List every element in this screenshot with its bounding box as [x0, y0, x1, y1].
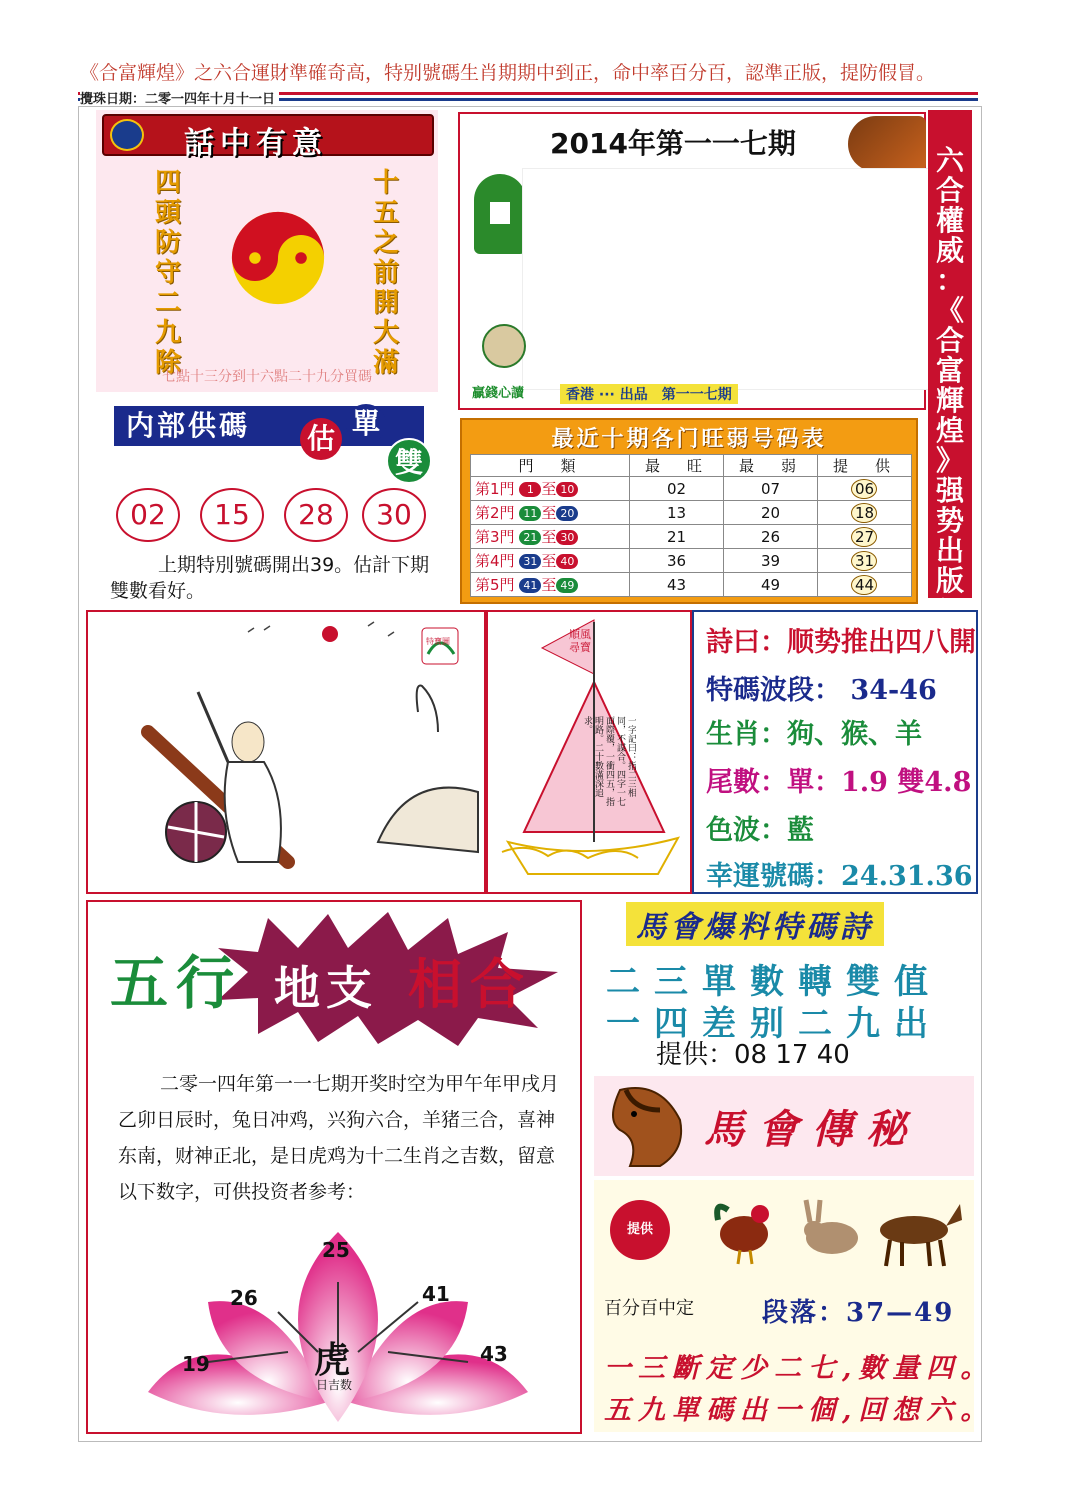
animal-icons	[714, 1190, 964, 1270]
horse-poem-panel	[596, 900, 976, 1070]
right-vertical-text: 十五之前開大滿	[372, 168, 399, 378]
lotus-center: 虎	[314, 1339, 351, 1381]
draw-date: 攪珠日期：二零一四年十月十一日	[80, 88, 279, 107]
poem-line: 詩曰：顺势推出四八開	[706, 627, 976, 658]
issue-number: 2014年第一一七期	[550, 127, 796, 160]
wuxing-title-a: 五行	[110, 949, 243, 1017]
secret-line: 一三斷定少二七,數量四。	[604, 1353, 995, 1384]
sail-text: 一字記曰：指二三相同，不謀合。四字一七面際覆，一衝四五，指明路。二十數滿深追求。	[582, 716, 636, 806]
bubble-odd: 單	[346, 404, 386, 444]
lotus-number: 26	[230, 1286, 258, 1310]
horse-poem-line: 一四差别二九出	[606, 1004, 942, 1044]
secret-title: 馬會傳秘	[704, 1106, 920, 1153]
zodiac-line: 生肖：狗、猴、羊	[706, 719, 922, 750]
logo-icon	[110, 119, 144, 151]
horse-poem-line: 二三單數轉雙值	[606, 962, 942, 1002]
bubble-even: 雙	[386, 438, 432, 484]
lotus-number: 41	[422, 1282, 450, 1306]
horse-icon	[880, 1204, 962, 1266]
tip-cell: 27	[817, 525, 911, 549]
tail-line: 尾數：單：1.9 雙4.8	[706, 767, 972, 798]
hot-cell: 21	[630, 525, 724, 549]
poem-box	[692, 610, 978, 894]
secret-sure: 百分百中定	[604, 1298, 694, 1319]
lotus-number: 25	[322, 1238, 350, 1262]
code-number: 02	[116, 488, 180, 542]
table-row	[471, 477, 912, 501]
hot-cell: 43	[630, 573, 724, 597]
hot-cell: 13	[630, 501, 724, 525]
table-row	[471, 573, 912, 597]
internal-code-note: 上期特別號碼開出39。估計下期雙數看好。	[110, 554, 430, 602]
hot-cold-table	[470, 454, 912, 597]
cartoon-panel	[86, 610, 486, 894]
code-number: 30	[362, 488, 426, 542]
left-vertical-text: 四頭防守二九除	[154, 168, 181, 378]
horse-poem-provide: 提供：08 17 40	[656, 1040, 850, 1070]
secret-line: 五九單碼出一個,回想六。	[604, 1395, 995, 1426]
range-line: 特碼波段： 34-46	[706, 675, 937, 706]
gate-cell: 第1門 1 至 10	[471, 477, 630, 501]
table-row	[471, 525, 912, 549]
huazhong-footer: 七點十三分到十六點二十九分買碼	[162, 369, 372, 385]
hot-cell: 02	[630, 477, 724, 501]
hand-icon	[482, 324, 526, 368]
secret-header	[594, 1076, 974, 1176]
huazhong-title: 話中有意	[184, 126, 328, 161]
bubble-guess: 估	[300, 418, 342, 460]
cold-cell: 26	[724, 525, 818, 549]
lotus-number: 43	[480, 1342, 508, 1366]
cold-cell: 39	[724, 549, 818, 573]
horse-icon	[848, 116, 926, 172]
cartoon-logo-text: 特寶圖	[426, 637, 450, 646]
hot-cell: 36	[630, 549, 724, 573]
horse-poem-title: 馬會爆料特碼詩	[626, 902, 884, 946]
issue-sub-right: 香港 ··· 出品 第一一七期	[560, 384, 738, 404]
gate-cell: 第2門 11 至 20	[471, 501, 630, 525]
issue-sub-left: 贏錢心讀	[472, 386, 525, 401]
color-line: 色波：藍	[706, 815, 814, 846]
secret-panel	[594, 1180, 995, 1432]
tip-cell: 06	[817, 477, 911, 501]
table-header: 提 供	[817, 455, 911, 477]
date-bar	[78, 88, 978, 108]
code-number: 15	[200, 488, 264, 542]
rabbit-icon	[804, 1200, 858, 1254]
tip-cell: 31	[817, 549, 911, 573]
horse-head-icon	[600, 1080, 690, 1172]
table-row	[471, 501, 912, 525]
gate-cell: 第3門 21 至 30	[471, 525, 630, 549]
rooster-icon	[717, 1205, 769, 1264]
issue-box	[458, 112, 926, 410]
seal-icon: 提供	[610, 1200, 670, 1260]
table-header: 最 弱	[724, 455, 818, 477]
panel-huazhong	[96, 110, 438, 392]
lucky-line: 幸運號碼：24.31.36	[706, 861, 973, 892]
table-header: 最 旺	[630, 455, 724, 477]
wuxing-title-b: 地支	[274, 961, 378, 1015]
table-row	[471, 549, 912, 573]
side-banner: 六 合 權 威 ： 《 合 富 輝 煌 》 强 势 出 版	[928, 110, 972, 598]
wuxing-body: 二零一四年第一一七期开奖时空为甲午年甲戌月乙卯日辰时，兔日冲鸡，兴狗六合，羊猪三合，喜神东南，财神正北，是日虎鸡为十二生肖之吉数，留意以下数字，可供投资者参考：	[118, 1073, 560, 1203]
panel-hot-cold-table	[460, 418, 918, 604]
wuxing-title-c: 相合	[408, 952, 532, 1016]
table-header: 門 類	[471, 455, 630, 477]
cold-cell: 07	[724, 477, 818, 501]
top-note: 《合富輝煌》之六合運財準確奇高，特别號碼生肖期期中到正，命中率百分百，認準正版，提防假冒。	[80, 62, 936, 84]
gate-cell: 第5門 41 至 49	[471, 573, 630, 597]
blank-area	[522, 168, 930, 390]
lotus-center-sub: 日吉数	[316, 1378, 353, 1392]
internal-code-title: 内部供碼	[114, 406, 424, 446]
yinyang-icon	[230, 210, 326, 306]
table-title: 最近十期各门旺弱号码表	[551, 427, 827, 452]
tip-cell: 44	[817, 573, 911, 597]
huazhong-header	[102, 114, 434, 161]
wuxing-panel	[86, 900, 582, 1434]
panel-internal-code	[96, 400, 438, 610]
cold-cell: 49	[724, 573, 818, 597]
sail-panel	[486, 610, 692, 894]
cold-cell: 20	[724, 501, 818, 525]
gate-cell: 第4門 31 至 40	[471, 549, 630, 573]
sail-title: 順風尋寶	[569, 628, 591, 654]
cartoon-illustration	[88, 612, 484, 892]
lotus-number: 19	[182, 1352, 210, 1376]
secret-segment: 段落：37—49	[762, 1298, 955, 1328]
code-number: 28	[284, 488, 348, 542]
tip-cell: 18	[817, 501, 911, 525]
